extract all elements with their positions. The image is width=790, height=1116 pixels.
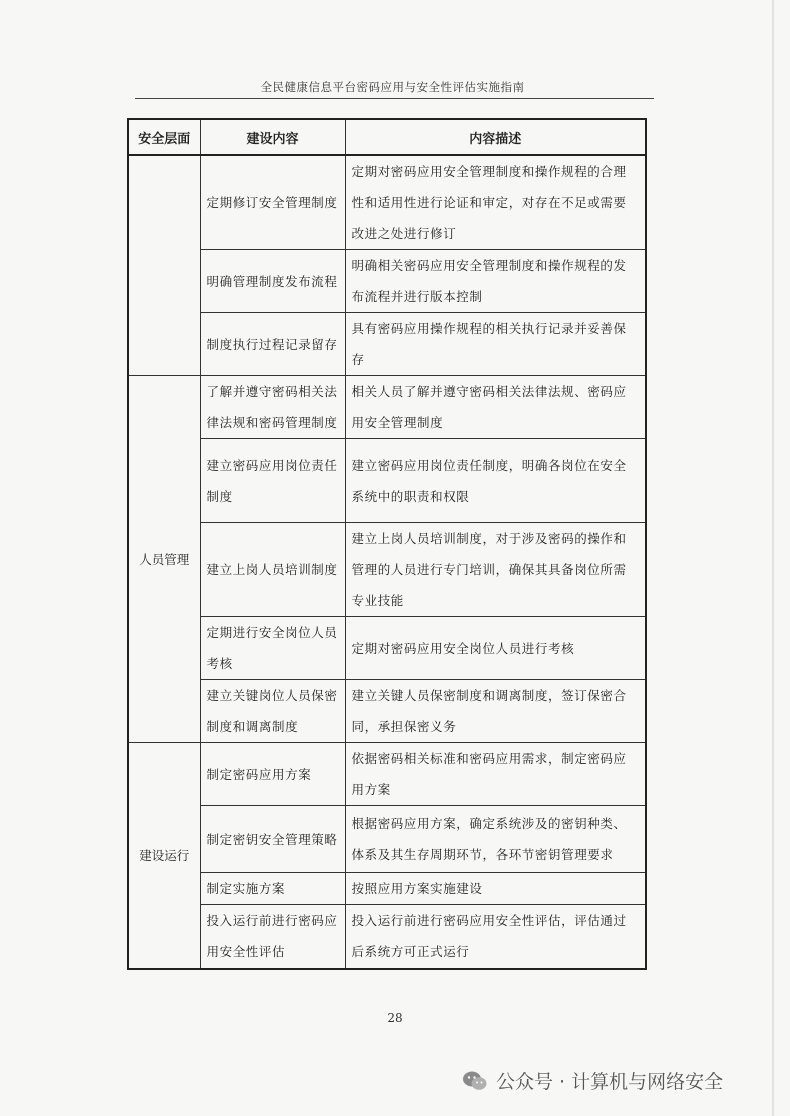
layer-cell <box>128 155 200 376</box>
content-cell: 制度执行过程记录留存 <box>200 313 345 376</box>
content-cell: 明确管理制度发布流程 <box>200 250 345 313</box>
table-header-row <box>128 119 646 155</box>
wechat-icon <box>462 1070 488 1092</box>
page-number: 28 <box>387 1011 403 1025</box>
table-row <box>128 806 646 873</box>
table-row <box>128 155 646 250</box>
description-cell: 定期对密码应用安全岗位人员进行考核 <box>345 617 646 680</box>
table-row <box>128 523 646 617</box>
description-cell: 根据密码应用方案，确定系统涉及的密钥种类、体系及其生存周期环节，各环节密钥管理要求 <box>345 806 646 873</box>
table-row <box>128 617 646 680</box>
page-edge-shadow <box>772 0 774 1116</box>
header-content: 建设内容 <box>200 119 345 155</box>
description-cell: 建立上岗人员培训制度，对于涉及密码的操作和管理的人员进行专门培训，确保其具备岗位所需专业技能 <box>345 523 646 617</box>
table-row <box>128 743 646 806</box>
description-cell: 按照应用方案实施建设 <box>345 873 646 905</box>
description-cell: 依据密码相关标准和密码应用需求，制定密码应用方案 <box>345 743 646 806</box>
security-requirements-table <box>127 118 647 970</box>
layer-cell: 人员管理 <box>128 376 200 743</box>
table-row <box>128 376 646 439</box>
header-description: 内容描述 <box>345 119 646 155</box>
table-row <box>128 313 646 376</box>
description-cell: 相关人员了解并遵守密码相关法律法规、密码应用安全管理制度 <box>345 376 646 439</box>
content-cell: 制定实施方案 <box>200 873 345 905</box>
table-row <box>128 905 646 969</box>
content-cell: 定期修订安全管理制度 <box>200 155 345 250</box>
content-cell: 建立密码应用岗位责任制度 <box>200 439 345 523</box>
content-cell: 了解并遵守密码相关法律法规和密码管理制度 <box>200 376 345 439</box>
layer-cell: 建设运行 <box>128 743 200 969</box>
table-row <box>128 873 646 905</box>
content-cell: 制定密钥安全管理策略 <box>200 806 345 873</box>
watermark-text: 公众号 · 计算机与网络安全 <box>496 1071 724 1093</box>
description-cell: 建立密码应用岗位责任制度，明确各岗位在安全系统中的职责和权限 <box>345 439 646 523</box>
content-cell: 投入运行前进行密码应用安全性评估 <box>200 905 345 969</box>
table-row <box>128 250 646 313</box>
description-cell: 具有密码应用操作规程的相关执行记录并妥善保存 <box>345 313 646 376</box>
content-cell: 建立上岗人员培训制度 <box>200 523 345 617</box>
content-cell: 建立关键岗位人员保密制度和调离制度 <box>200 680 345 743</box>
content-cell: 制定密码应用方案 <box>200 743 345 806</box>
description-cell: 投入运行前进行密码应用安全性评估，评估通过后系统方可正式运行 <box>345 905 646 969</box>
description-cell: 明确相关密码应用安全管理制度和操作规程的发布流程并进行版本控制 <box>345 250 646 313</box>
table-row <box>128 680 646 743</box>
table-row <box>128 439 646 523</box>
header-rule <box>135 98 654 99</box>
page-header-title: 全民健康信息平台密码应用与安全性评估实施指南 <box>260 80 525 94</box>
content-cell: 定期进行安全岗位人员考核 <box>200 617 345 680</box>
description-cell: 建立关键人员保密制度和调离制度，签订保密合同，承担保密义务 <box>345 680 646 743</box>
description-cell: 定期对密码应用安全管理制度和操作规程的合理性和适用性进行论证和审定，对存在不足或需要改进之处进行修订 <box>345 155 646 250</box>
watermark <box>462 1067 723 1094</box>
header-layer: 安全层面 <box>128 119 200 155</box>
